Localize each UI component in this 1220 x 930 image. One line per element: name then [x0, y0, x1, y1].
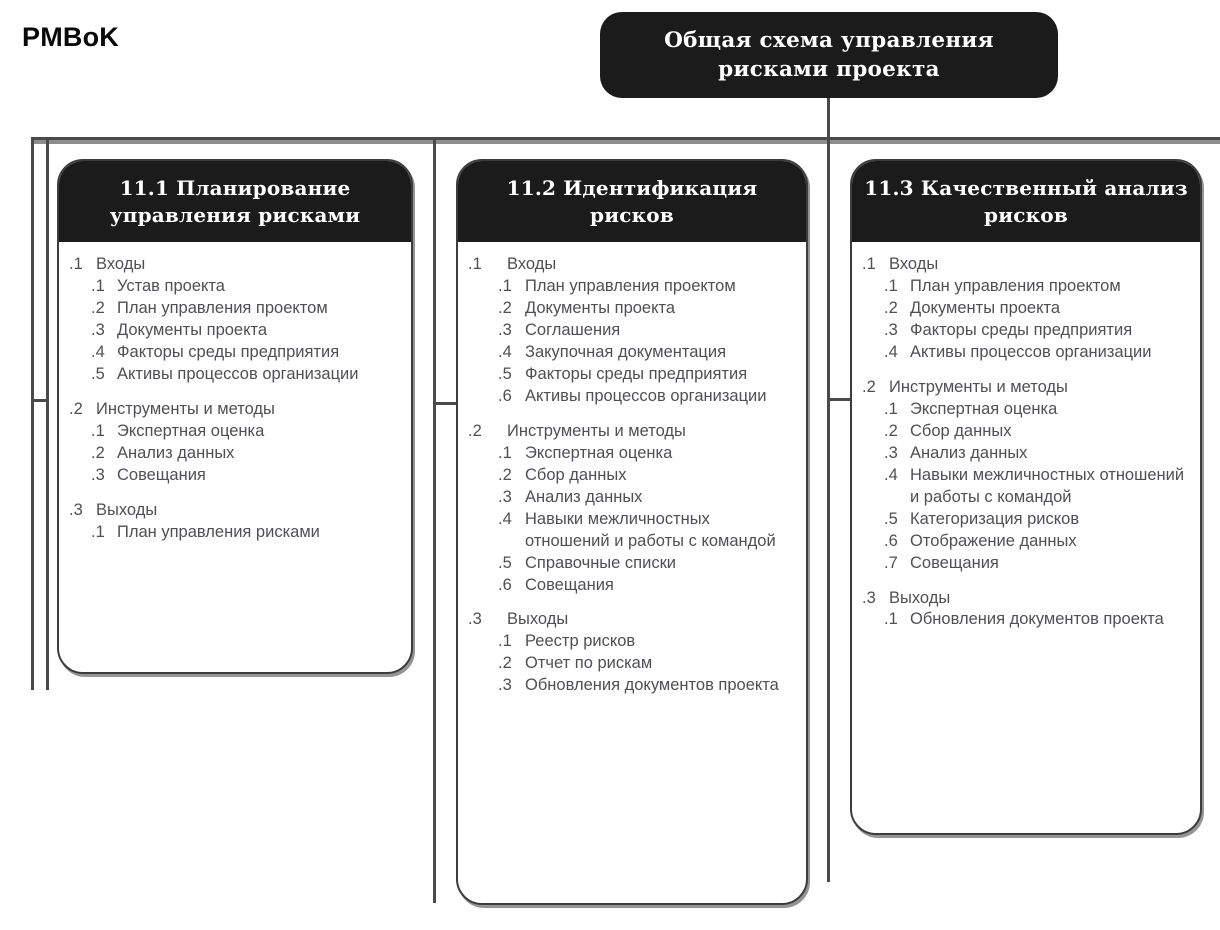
item-number: .3 — [91, 465, 105, 484]
connector-drop-col2 — [433, 137, 436, 903]
item-label: Закупочная документация — [525, 343, 727, 362]
process-group — [468, 421, 796, 597]
list-item — [468, 553, 796, 575]
item-label: Совещания — [525, 575, 614, 594]
group-number: .2 — [69, 400, 83, 418]
list-item — [468, 509, 796, 553]
item-label: Обновления документов проекта — [525, 676, 779, 695]
item-label: Анализ данных — [525, 487, 643, 506]
item-number: .4 — [884, 343, 898, 362]
item-number: .6 — [884, 531, 898, 550]
group-number: .2 — [468, 421, 482, 440]
list-item — [69, 320, 401, 342]
list-item — [862, 465, 1190, 509]
group-heading — [468, 609, 796, 631]
item-label: План управления проектом — [525, 277, 736, 296]
process-group — [862, 588, 1190, 632]
group-label: Выходы — [889, 588, 951, 607]
list-item — [862, 342, 1190, 364]
group-heading — [468, 254, 796, 276]
list-item — [69, 276, 401, 298]
process-group — [69, 399, 401, 487]
group-heading — [468, 421, 796, 443]
process-group — [468, 609, 796, 697]
item-label: Активы процессов организации — [910, 343, 1152, 362]
item-label: Соглашения — [525, 321, 621, 340]
list-item — [69, 298, 401, 320]
item-number: .1 — [884, 277, 898, 296]
group-number: .3 — [69, 500, 83, 519]
connector-horizontal-bus — [31, 137, 1220, 140]
group-number: .3 — [862, 588, 876, 607]
group-heading — [69, 399, 401, 421]
list-item — [862, 320, 1190, 342]
group-label: Инструменты и методы — [96, 400, 275, 418]
group-number: .1 — [862, 255, 876, 274]
item-number: .4 — [498, 509, 512, 528]
item-label: План управления рисками — [117, 522, 320, 541]
root-node-title: Общая схема управления рисками проекта — [664, 27, 994, 82]
process-box-11-1[interactable] — [57, 159, 413, 674]
item-label: Отчет по рискам — [525, 654, 653, 673]
process-group — [468, 254, 796, 408]
item-label: Совещания — [117, 465, 206, 484]
item-label: Совещания — [910, 553, 999, 572]
item-number: .4 — [884, 465, 898, 484]
item-label: Экспертная оценка — [525, 443, 673, 462]
item-number: .1 — [91, 522, 105, 541]
item-number: .4 — [91, 343, 105, 362]
item-number: .2 — [884, 421, 898, 440]
list-item — [69, 465, 401, 487]
list-item — [862, 298, 1190, 320]
list-item — [468, 386, 796, 408]
process-group — [862, 377, 1190, 574]
item-number: .5 — [884, 509, 898, 528]
list-item — [862, 421, 1190, 443]
page-title: PMBoK — [22, 22, 119, 52]
group-number: .3 — [468, 610, 482, 629]
list-item — [468, 675, 796, 697]
item-number: .3 — [498, 487, 512, 506]
process-header-11-1: 11.1 Планирование управления рисками — [59, 161, 411, 242]
process-group — [69, 254, 401, 386]
group-heading — [69, 254, 401, 276]
list-item — [468, 364, 796, 386]
group-label: Входы — [507, 255, 557, 274]
group-number: .1 — [468, 255, 482, 274]
list-item — [69, 443, 401, 465]
connector-stub-col3 — [827, 398, 851, 401]
item-label: Сбор данных — [910, 421, 1012, 440]
item-label: Документы проекта — [117, 321, 268, 340]
item-label: Устав проекта — [117, 277, 225, 296]
list-item — [468, 443, 796, 465]
list-item — [862, 399, 1190, 421]
connector-left-spine — [31, 137, 34, 690]
connector-stub-col2 — [433, 402, 457, 405]
item-number: .7 — [884, 553, 898, 572]
list-item — [468, 320, 796, 342]
group-number: .2 — [862, 378, 876, 397]
item-label: Анализ данных — [117, 443, 235, 462]
list-item — [468, 342, 796, 364]
item-number: .2 — [884, 299, 898, 318]
connector-drop-col1 — [46, 137, 49, 690]
group-label: Выходы — [96, 500, 158, 519]
group-heading — [862, 254, 1190, 276]
group-heading — [69, 500, 401, 522]
group-number: .1 — [69, 255, 83, 274]
connector-bus-shadow — [33, 140, 1220, 144]
group-label: Входы — [96, 255, 146, 274]
item-label: Справочные списки — [525, 553, 677, 572]
item-number: .3 — [498, 321, 512, 340]
item-label: План управления проектом — [117, 299, 328, 318]
item-number: .2 — [498, 654, 512, 673]
item-label: Активы процессов организации — [117, 365, 359, 384]
list-item — [468, 631, 796, 653]
item-number: .3 — [498, 676, 512, 695]
item-label: Документы проекта — [525, 299, 676, 318]
group-heading — [862, 588, 1190, 610]
root-node — [600, 12, 1058, 98]
item-number: .3 — [884, 443, 898, 462]
list-item — [468, 653, 796, 675]
process-group — [862, 254, 1190, 364]
process-header-11-3: 11.3 Качественный анализ рисков — [852, 161, 1200, 242]
item-number: .1 — [91, 277, 105, 296]
process-box-11-3[interactable] — [850, 159, 1202, 835]
item-number: .5 — [498, 553, 512, 572]
item-label: Активы процессов организации — [525, 387, 767, 405]
item-label: Навыки межличностных отношений и работы с командой — [910, 465, 1185, 506]
process-body-11-3 — [852, 242, 1200, 645]
list-item — [862, 443, 1190, 465]
list-item — [468, 298, 796, 320]
list-item — [468, 575, 796, 597]
item-number: .2 — [498, 465, 512, 484]
process-box-11-2[interactable] — [456, 159, 808, 905]
group-heading — [862, 377, 1190, 399]
item-number: .3 — [884, 321, 898, 340]
item-number: .1 — [498, 632, 512, 651]
list-item — [862, 509, 1190, 531]
item-label: Экспертная оценка — [117, 421, 265, 440]
group-label: Входы — [889, 255, 939, 274]
item-number: .5 — [498, 365, 512, 384]
item-label: Сбор данных — [525, 465, 627, 484]
process-header-11-2: 11.2 Идентификация рисков — [458, 161, 806, 242]
list-item — [69, 364, 401, 386]
item-number: .2 — [498, 299, 512, 318]
list-item — [862, 553, 1190, 575]
item-label: Факторы среды предприятия — [117, 343, 340, 362]
item-label: Категоризация рисков — [910, 509, 1080, 528]
item-label: Реестр рисков — [525, 632, 636, 651]
connector-root-stem — [827, 96, 830, 140]
item-label: Документы проекта — [910, 299, 1061, 318]
list-item — [69, 522, 401, 544]
item-label: Факторы среды предприятия — [525, 365, 748, 384]
list-item — [862, 531, 1190, 553]
process-group — [69, 500, 401, 544]
process-body-11-1 — [59, 242, 411, 557]
group-label: Выходы — [507, 610, 569, 629]
item-number: .6 — [498, 575, 512, 594]
item-number: .1 — [884, 400, 898, 418]
item-label: Отображение данных — [910, 531, 1077, 550]
list-item — [862, 609, 1190, 631]
item-label: Обновления документов проекта — [910, 610, 1164, 629]
item-label: Навыки межличностных отношений и работы с командой — [525, 509, 776, 550]
item-number: .1 — [884, 610, 898, 629]
list-item — [468, 276, 796, 298]
item-number: .2 — [91, 443, 105, 462]
list-item — [468, 487, 796, 509]
item-number: .1 — [498, 443, 512, 462]
list-item — [69, 342, 401, 364]
item-number: .1 — [498, 277, 512, 296]
item-label: Экспертная оценка — [910, 400, 1058, 418]
list-item — [468, 465, 796, 487]
process-body-11-2 — [458, 242, 806, 711]
item-label: План управления проектом — [910, 277, 1121, 296]
item-label: Факторы среды предприятия — [910, 321, 1133, 340]
connector-stub-col1 — [31, 399, 49, 402]
group-label: Инструменты и методы — [507, 421, 686, 440]
item-number: .4 — [498, 343, 512, 362]
item-number: .5 — [91, 365, 105, 384]
group-label: Инструменты и методы — [889, 378, 1068, 397]
item-label: Анализ данных — [910, 443, 1028, 462]
item-number: .6 — [498, 387, 512, 405]
item-number: .1 — [91, 421, 105, 440]
item-number: .2 — [91, 299, 105, 318]
list-item — [69, 421, 401, 443]
connector-drop-col3 — [827, 137, 830, 882]
list-item — [862, 276, 1190, 298]
item-number: .3 — [91, 321, 105, 340]
